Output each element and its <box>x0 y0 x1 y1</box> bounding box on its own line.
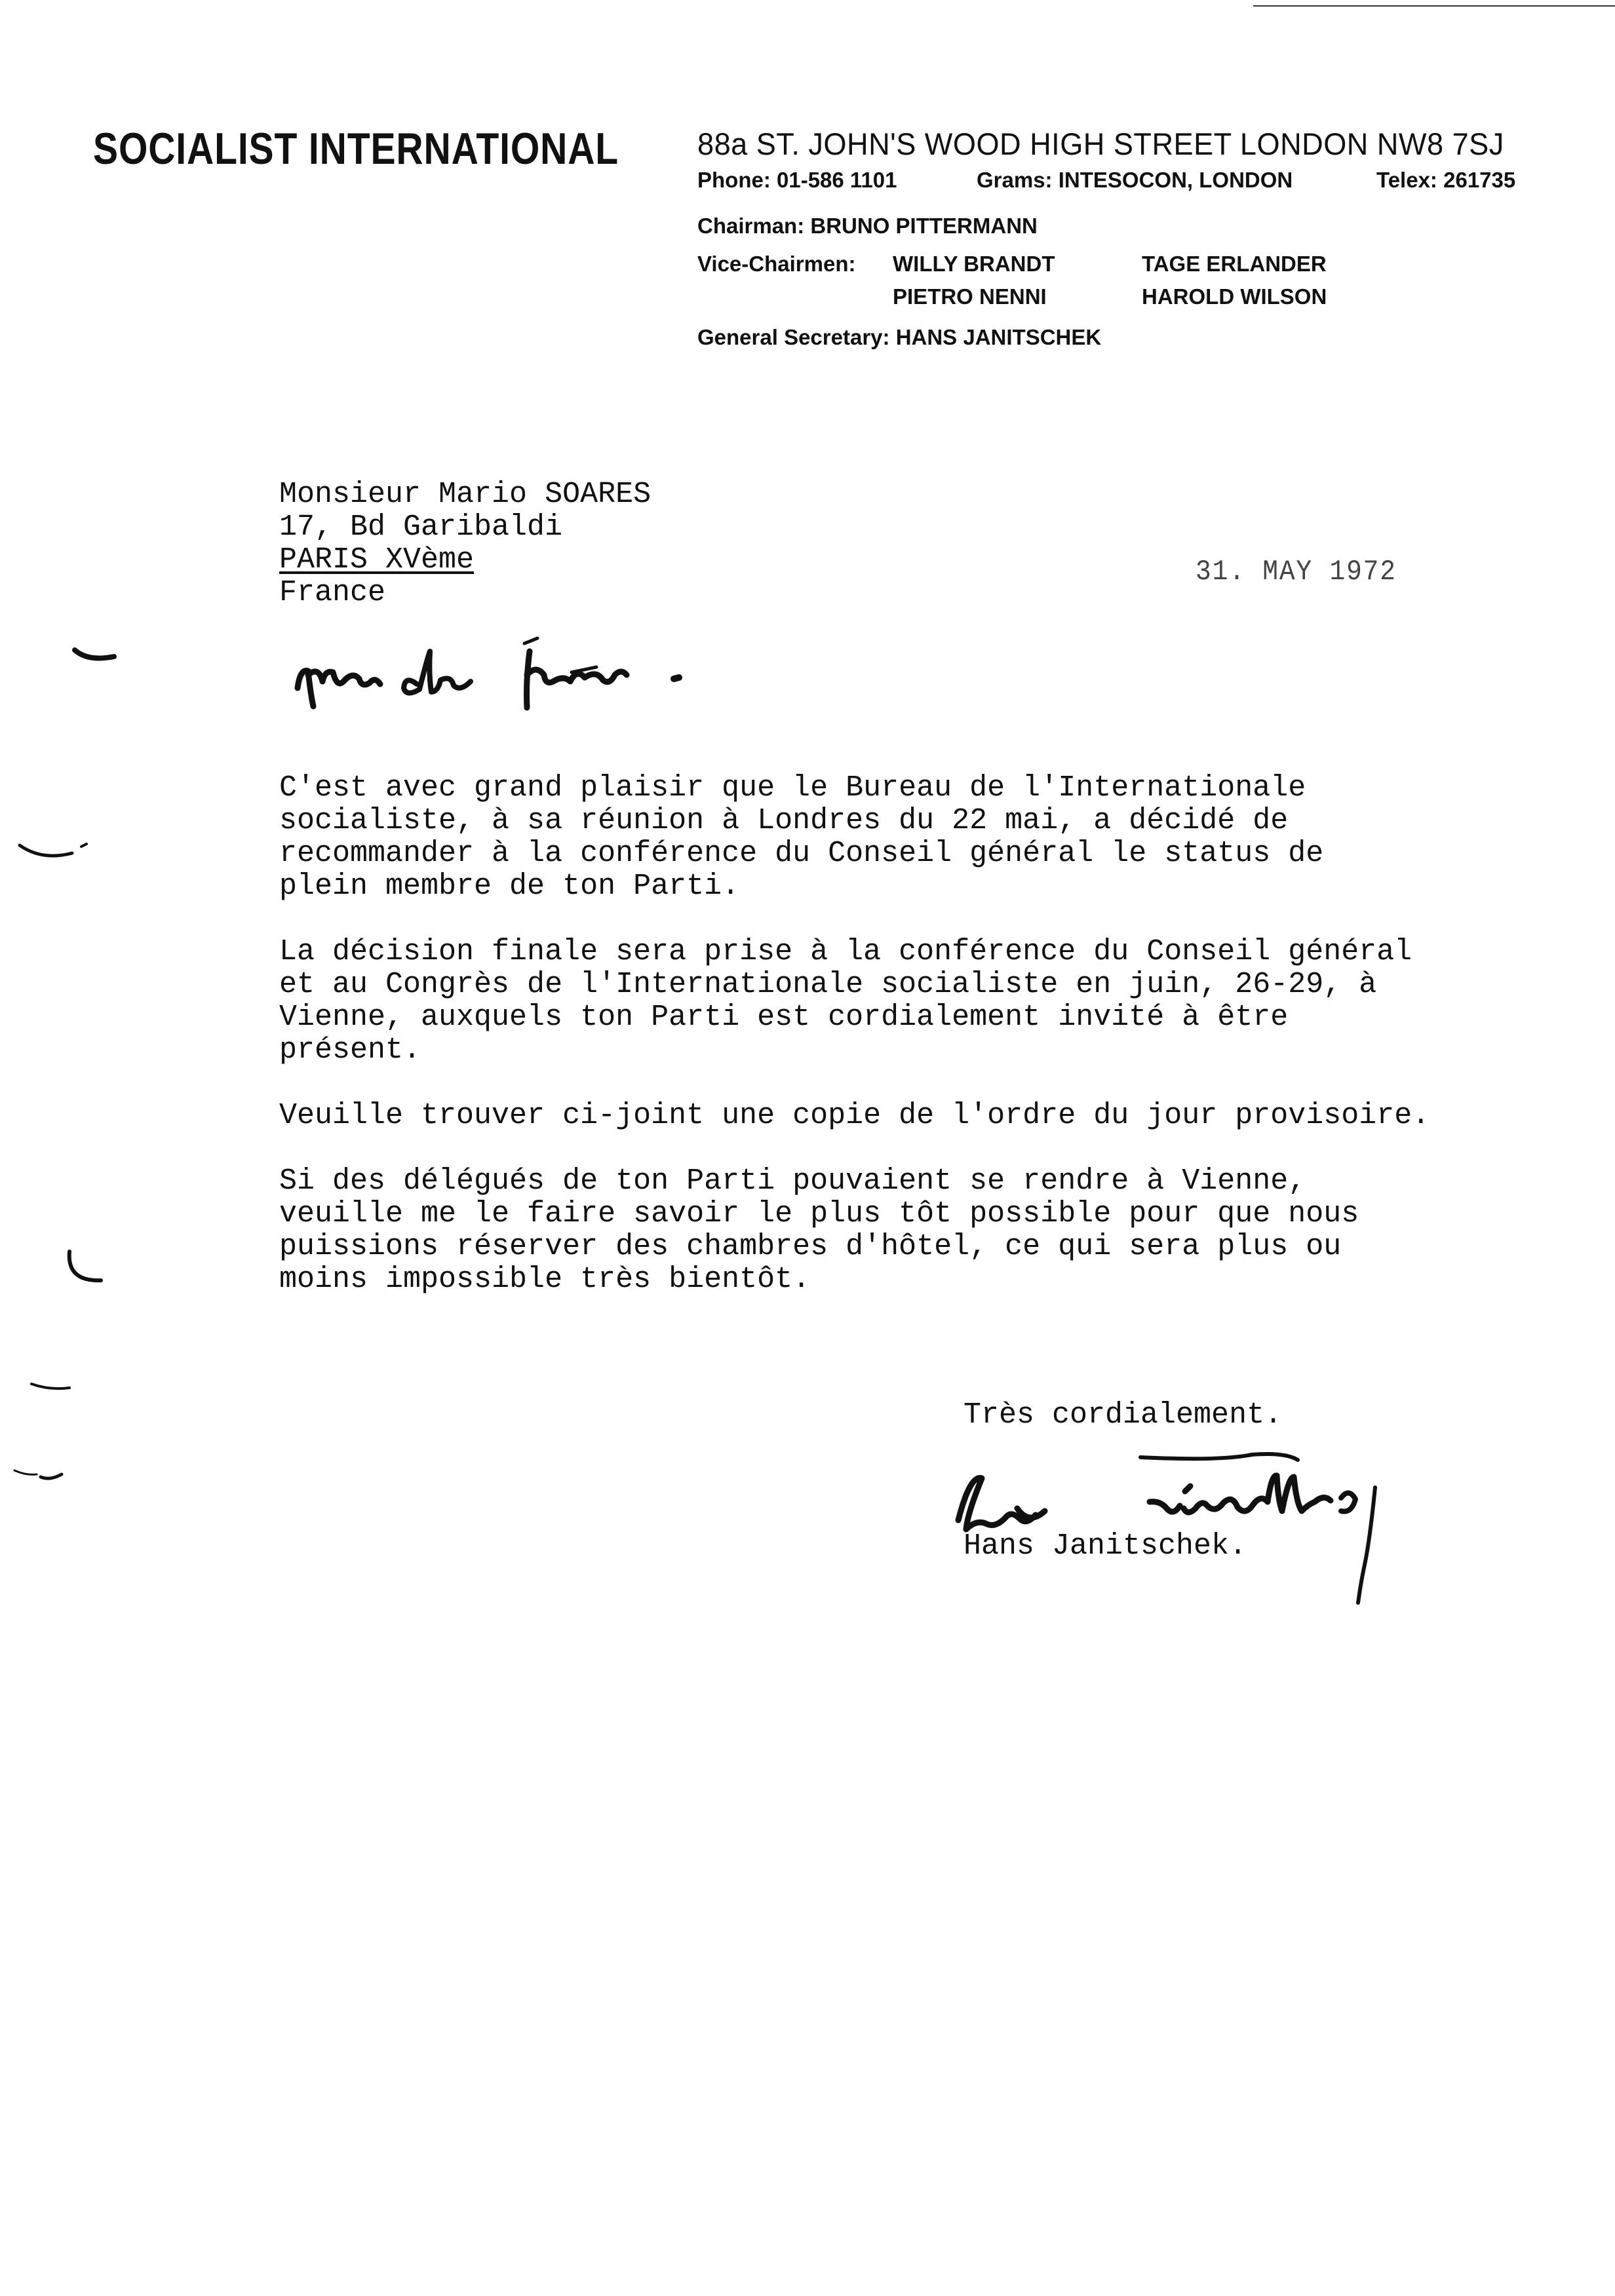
vice-chairman-name: TAGE ERLANDER <box>1142 252 1327 276</box>
telex-label: Telex: <box>1376 168 1437 192</box>
body-line: socialiste, à sa réunion à Londres du 22 mai, a décidé de <box>279 804 1289 837</box>
general-secretary-line <box>697 325 1101 350</box>
body-paragraph <box>279 1165 1359 1296</box>
phone-number: 01-586 1101 <box>777 168 897 192</box>
margin-mark <box>66 642 125 681</box>
vice-chairman-name: WILLY BRANDT <box>893 252 1055 276</box>
organization-address: 88a ST. JOHN'S WOOD HIGH STREET LONDON NW8 7SJ <box>697 126 1504 161</box>
recipient-country: France <box>279 576 386 609</box>
margin-mark <box>7 1461 72 1494</box>
phone-line <box>697 168 897 193</box>
date-stamp: 31. MAY 1972 <box>1196 556 1397 588</box>
body-line: et au Congrès de l'Internationale socialiste en juin, 26-29, à <box>279 968 1377 1001</box>
body-line: C'est avec grand plaisir que le Bureau de l'Internationale <box>279 771 1306 805</box>
body-line: puissions réserver des chambres d'hôtel, ce qui sera plus ou <box>279 1230 1342 1263</box>
body-line: Vienne, auxquels ton Parti est cordialement invité à être <box>279 1001 1289 1034</box>
recipient-line: Monsieur Mario SOARES <box>279 478 652 511</box>
secretary-label: General Secretary: <box>697 325 890 349</box>
body-paragraph <box>279 936 1412 1067</box>
chairman-name: BRUNO PITTERMANN <box>810 214 1038 238</box>
grams-value: INTESOCON, LONDON <box>1058 168 1293 192</box>
grams-label: Grams: <box>977 168 1053 192</box>
grams-line <box>977 168 1293 193</box>
secretary-name: HANS JANITSCHEK <box>895 325 1102 349</box>
telex-line <box>1376 168 1515 193</box>
recipient-city: PARIS XVème <box>279 543 475 577</box>
body-line: Veuille trouver ci-joint une copie de l'ordre du jour provisoire. <box>279 1099 1430 1132</box>
recipient-line: 17, Bd Garibaldi <box>279 510 563 544</box>
body-line: veuille me le faire savoir le plus tôt possible pour que nous <box>279 1197 1359 1231</box>
vice-chairman-name: PIETRO NENNI <box>893 284 1047 309</box>
body-line: recommander à la conférence du Conseil général le status de <box>279 837 1324 870</box>
chairman-label: Chairman: <box>697 214 805 238</box>
margin-mark <box>26 1376 79 1402</box>
body-line: plein membre de ton Parti. <box>279 870 740 903</box>
top-edge-rule <box>1253 5 1615 7</box>
vice-chairman-name: HAROLD WILSON <box>1142 284 1327 309</box>
body-paragraph <box>279 772 1323 903</box>
telex-number: 261735 <box>1443 168 1516 192</box>
signer-name: Hans Janitschek. <box>963 1529 1247 1563</box>
phone-label: Phone: <box>697 168 771 192</box>
vice-chairmen-label: Vice-Chairmen: <box>697 252 856 276</box>
body-line: moins impossible très bientôt. <box>279 1263 811 1296</box>
closing-line: Très cordialement. <box>963 1398 1283 1432</box>
body-line: Si des délégués de ton Parti pouvaient se rendre à Vienne, <box>279 1164 1306 1198</box>
chairman-line <box>697 214 1038 239</box>
organization-name: SOCIALIST INTERNATIONAL <box>93 124 619 174</box>
body-paragraph <box>279 1100 1430 1132</box>
body-line: La décision finale sera prise à la conférence du Conseil général <box>279 935 1412 968</box>
margin-mark <box>13 839 92 878</box>
body-line: présent. <box>279 1033 421 1067</box>
handwritten-salutation <box>288 629 708 727</box>
margin-mark <box>59 1245 111 1297</box>
